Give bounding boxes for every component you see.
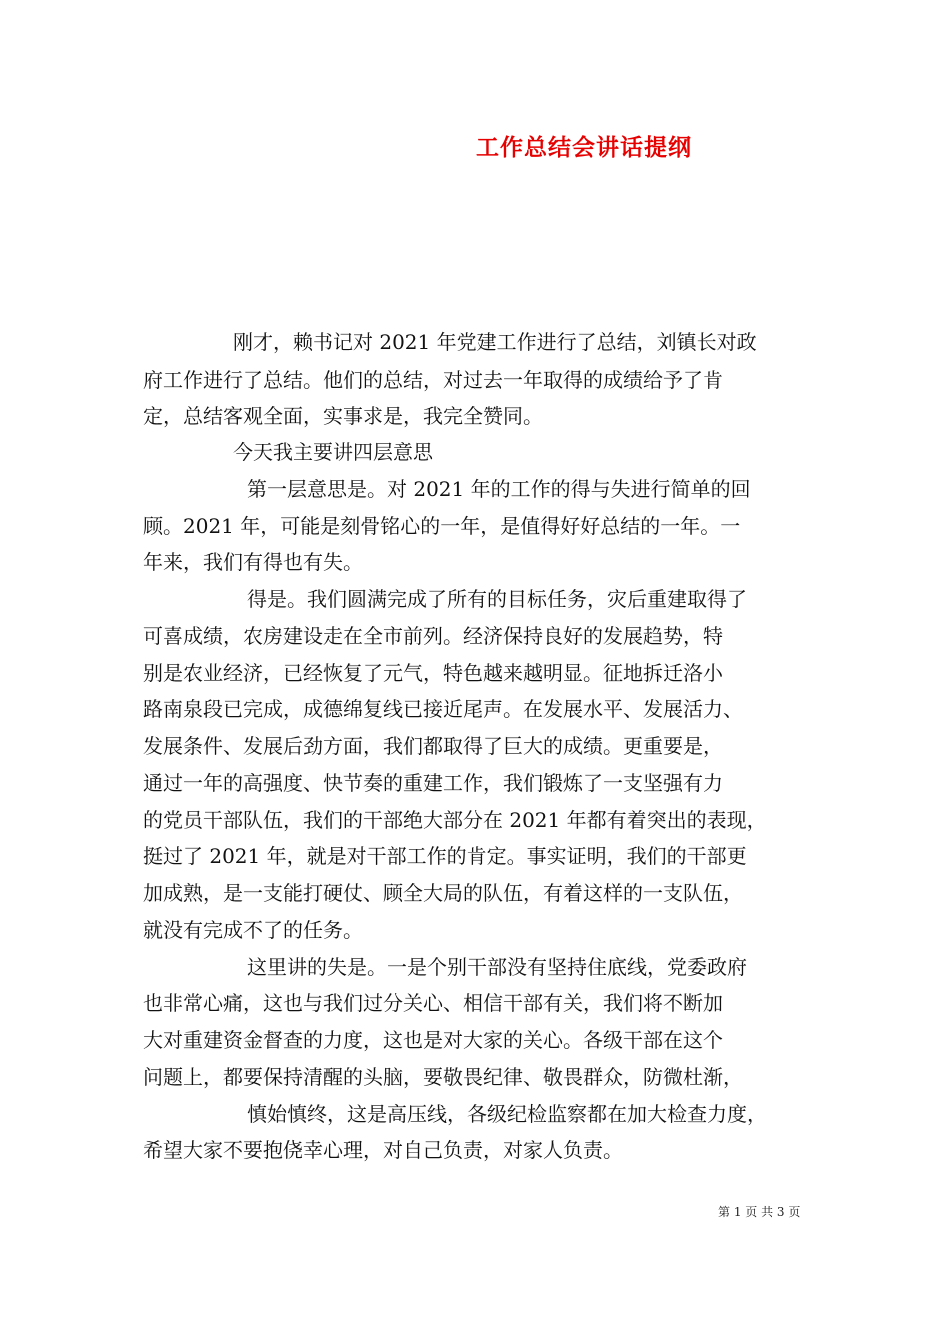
- body-line: 就没有完成不了的任务。: [143, 918, 363, 942]
- body-line: 也非常心痛，这也与我们过分关心、相信干部有关，我们将不断加: [143, 991, 723, 1015]
- body-line: 挺过了 2021 年，就是对干部工作的肯定。事实证明，我们的干部更: [143, 844, 747, 868]
- body-line: 府工作进行了总结。他们的总结，对过去一年取得的成绩给予了肯: [143, 368, 723, 392]
- body-line: 可喜成绩，农房建设走在全市前列。经济保持良好的发展趋势，特: [143, 624, 723, 648]
- body-line: 定，总结客观全面，实事求是，我完全赞同。: [143, 404, 543, 428]
- body-line: 今天我主要讲四层意思: [233, 440, 433, 464]
- body-line: 问题上，都要保持清醒的头脑，要敬畏纪律、敬畏群众，防微杜渐，: [143, 1065, 743, 1089]
- body-line: 刚才，赖书记对 2021 年党建工作进行了总结，刘镇长对政: [233, 330, 757, 354]
- body-line: 的党员干部队伍，我们的干部绝大部分在 2021 年都有着突出的表现，: [143, 808, 767, 832]
- body-line: 大对重建资金督查的力度，这也是对大家的关心。各级干部在这个: [143, 1028, 723, 1052]
- document-title: 工作总结会讲话提纲: [476, 134, 692, 161]
- body-line: 顾。2021 年，可能是刻骨铭心的一年，是值得好好总结的一年。一: [143, 514, 741, 538]
- body-line: 希望大家不要抱侥幸心理，对自己负责，对家人负责。: [143, 1138, 623, 1162]
- page-number: 第 1 页 共 3 页: [718, 1205, 801, 1219]
- body-line: 路南泉段已完成，成德绵复线已接近尾声。在发展水平、发展活力、: [143, 697, 743, 721]
- body-line: 通过一年的高强度、快节奏的重建工作，我们锻炼了一支坚强有力: [143, 771, 723, 795]
- body-line: 慎始慎终，这是高压线，各级纪检监察都在加大检查力度，: [247, 1102, 767, 1126]
- body-line: 得是。我们圆满完成了所有的目标任务，灾后重建取得了: [247, 587, 747, 611]
- body-line: 这里讲的失是。一是个别干部没有坚持住底线，党委政府: [247, 955, 747, 979]
- body-line: 加成熟，是一支能打硬仗、顾全大局的队伍，有着这样的一支队伍，: [143, 881, 743, 905]
- body-line: 年来，我们有得也有失。: [143, 550, 363, 574]
- body-line: 第一层意思是。对 2021 年的工作的得与失进行简单的回: [247, 477, 751, 501]
- body-line: 别是农业经济，已经恢复了元气，特色越来越明显。征地拆迁洛小: [143, 661, 723, 685]
- body-line: 发展条件、发展后劲方面，我们都取得了巨大的成绩。更重要是，: [143, 734, 723, 758]
